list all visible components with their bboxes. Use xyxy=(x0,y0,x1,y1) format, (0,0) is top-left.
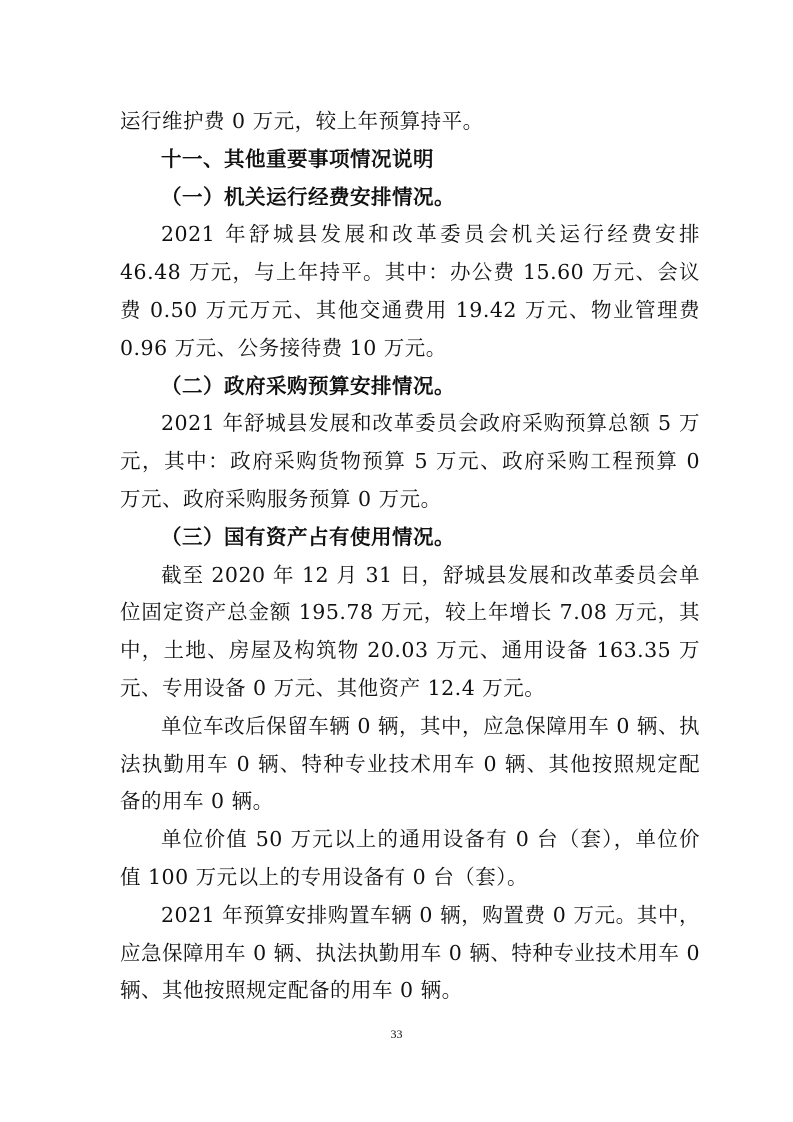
paragraph-equipment: 单位价值 50 万元以上的通用设备有 0 台（套），单位价值 100 万元以上的专用设备有 0 台（套）。 xyxy=(120,827,700,889)
paragraph-fixed-assets: 截至 2020 年 12 月 31 日，舒城县发展和改革委员会单位固定资产总金额 195.78 万元，较上年增长 7.08 万元，其中，土地、房屋及构筑物 20.03 万元、通用设备 163.35 万元、专用设备 0 万元、其他资产 12.4 万元。 xyxy=(120,562,700,700)
paragraph-vehicle-purchase: 2021 年预算安排购置车辆 0 辆，购置费 0 万元。其中，应急保障用车 0 辆、执法执勤用车 0 辆、特种专业技术用车 0 辆、其他按照规定配备的用车 0 辆。 xyxy=(120,902,700,1003)
subheading-state-assets: （三）国有资产占有使用情况。 xyxy=(161,524,455,549)
paragraph-continuation: 运行维护费 0 万元，较上年预算持平。 xyxy=(120,109,484,133)
paragraph-vehicles: 单位车改后保留车辆 0 辆，其中，应急保障用车 0 辆、执法执勤用车 0 辆、特种专业技术用车 0 辆、其他按照规定配备的用车 0 辆。 xyxy=(120,713,700,814)
subheading-procurement: （二）政府采购预算安排情况。 xyxy=(161,373,455,398)
document-body xyxy=(120,103,700,1010)
section-heading-eleven: 十一、其他重要事项情况说明 xyxy=(161,146,434,171)
paragraph-operating-funds: 2021 年舒城县发展和改革委员会机关运行经费安排 46.48 万元，与上年持平。其中：办公费 15.60 万元、会议费 0.50 万元万元、其他交通费用 19.42 万元、物业管理费 0.96 万元、公务接待费 10 万元。 xyxy=(120,222,700,360)
subheading-operating-funds: （一）机关运行经费安排情况。 xyxy=(161,184,455,209)
paragraph-procurement: 2021 年舒城县发展和改革委员会政府采购预算总额 5 万元，其中：政府采购货物预算 5 万元、政府采购工程预算 0 万元、政府采购服务预算 0 万元。 xyxy=(120,411,700,511)
page-number: 33 xyxy=(390,1027,403,1041)
